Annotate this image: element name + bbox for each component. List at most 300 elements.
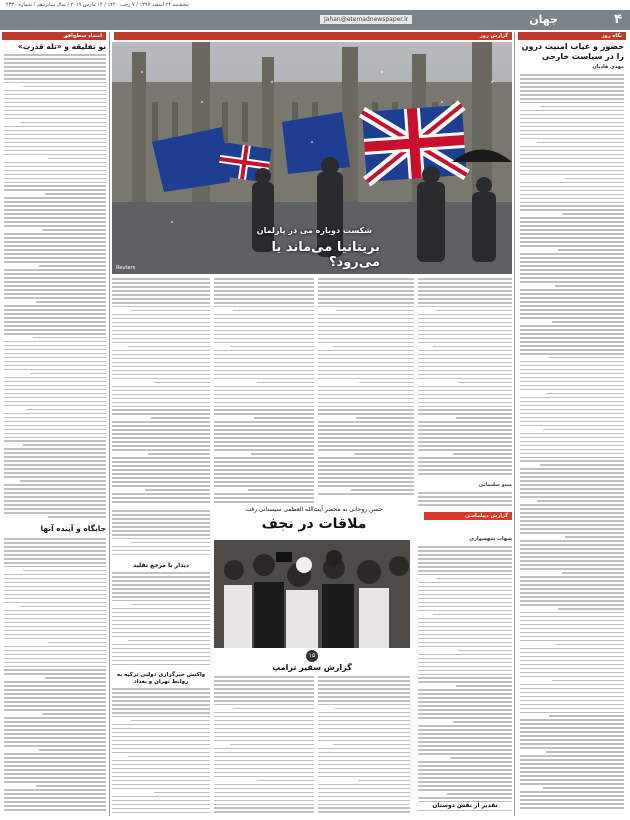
text-line — [520, 719, 624, 721]
text-line — [23, 86, 106, 88]
text-line — [318, 402, 414, 404]
text-line — [318, 294, 414, 296]
text-line — [418, 394, 512, 396]
text-line — [418, 658, 512, 660]
text-line — [214, 370, 314, 372]
text-line — [4, 365, 106, 367]
text-line — [112, 628, 210, 630]
text-line — [4, 594, 106, 596]
text-line — [214, 796, 314, 798]
text-line — [520, 78, 624, 80]
text-line — [112, 441, 210, 443]
text-line — [418, 318, 512, 320]
text-line — [36, 785, 106, 787]
text-line — [520, 704, 624, 706]
text-line — [112, 318, 210, 320]
text-line — [214, 457, 314, 459]
text-line — [318, 807, 410, 809]
text-line — [318, 684, 410, 686]
text-line — [4, 598, 106, 600]
text-line — [4, 460, 106, 462]
text-line — [520, 317, 624, 319]
text-line — [318, 394, 414, 396]
text-line — [112, 330, 210, 332]
text-line — [4, 325, 106, 327]
text-line — [520, 600, 624, 602]
text-line — [318, 485, 414, 487]
text-line — [318, 756, 410, 758]
text-line — [418, 781, 512, 783]
text-line — [4, 681, 106, 683]
text-line — [214, 712, 314, 714]
text-line — [418, 350, 512, 352]
text-line — [48, 642, 106, 644]
text-line — [214, 473, 314, 475]
text-line — [214, 290, 314, 292]
text-line — [418, 558, 512, 560]
text-line — [214, 298, 314, 300]
top-story-label: گزارش روز — [114, 32, 512, 40]
text-line — [151, 417, 210, 419]
text-line — [4, 417, 106, 419]
text-line — [562, 572, 624, 574]
text-line — [112, 546, 210, 548]
text-line — [4, 185, 106, 187]
text-line — [4, 102, 106, 104]
text-line — [418, 334, 512, 336]
text-line — [214, 680, 314, 682]
text-line — [418, 409, 512, 411]
text-line — [549, 357, 624, 359]
text-line — [520, 122, 624, 124]
text-line — [131, 310, 210, 312]
text-line — [418, 378, 512, 380]
text-line — [128, 640, 210, 642]
text-line — [214, 728, 314, 730]
text-line — [520, 552, 624, 554]
text-line — [318, 680, 410, 682]
right-column-label: نگاه روز — [518, 32, 626, 40]
text-line — [4, 305, 106, 307]
left-column-body1 — [4, 54, 106, 522]
text-line — [214, 334, 314, 336]
bottom-center-col1 — [318, 676, 410, 816]
text-line — [230, 346, 314, 348]
text-line — [520, 664, 624, 666]
text-line — [4, 273, 106, 275]
text-line — [42, 713, 106, 715]
page-number: ۴ — [614, 12, 622, 27]
text-line — [318, 390, 414, 392]
text-line — [520, 588, 624, 590]
text-line — [520, 731, 624, 733]
text-line — [546, 751, 624, 753]
text-line — [540, 106, 624, 108]
text-line — [214, 354, 314, 356]
text-line — [131, 720, 210, 722]
text-line — [4, 297, 106, 299]
mid-left-head2: واکنش خبرگزاری دولتی ترکیه به روابط تهران و بغداد — [116, 672, 206, 685]
text-line — [418, 370, 512, 372]
text-line — [4, 333, 106, 335]
text-line — [112, 530, 210, 532]
text-line — [4, 213, 106, 215]
text-line — [418, 282, 512, 284]
text-line — [418, 550, 512, 552]
text-line — [418, 797, 512, 799]
text-line — [318, 692, 410, 694]
text-line — [23, 444, 106, 446]
text-line — [112, 660, 210, 662]
text-line — [520, 110, 624, 112]
text-line — [520, 620, 624, 622]
text-line — [112, 514, 210, 516]
text-line — [4, 106, 106, 108]
text-line — [418, 709, 512, 711]
text-line — [4, 126, 106, 128]
text-line — [4, 118, 106, 120]
text-line — [351, 489, 414, 491]
text-line — [4, 437, 106, 439]
text-line — [520, 480, 624, 482]
middle-byline: مینو سلیمانی — [478, 482, 512, 488]
text-line — [318, 712, 410, 714]
text-line — [318, 278, 414, 280]
text-line — [4, 582, 106, 584]
text-line — [4, 289, 106, 291]
text-line — [418, 330, 512, 332]
text-line — [418, 413, 512, 415]
text-line — [318, 720, 410, 722]
text-line — [520, 273, 624, 275]
text-line — [520, 166, 624, 168]
text-line — [4, 209, 106, 211]
text-line — [520, 688, 624, 690]
text-line — [33, 337, 106, 339]
text-line — [214, 421, 314, 423]
text-line — [318, 413, 414, 415]
text-line — [112, 290, 210, 292]
text-line — [214, 394, 314, 396]
text-line — [4, 673, 106, 675]
text-line — [520, 365, 624, 367]
text-line — [318, 441, 414, 443]
text-line — [214, 398, 314, 400]
text-line — [4, 793, 106, 795]
text-line — [520, 377, 624, 379]
text-line — [4, 440, 106, 442]
text-line — [418, 765, 512, 767]
text-line — [112, 584, 210, 586]
text-line — [214, 406, 314, 408]
text-line — [520, 86, 624, 88]
text-line — [154, 792, 210, 794]
text-line — [4, 634, 106, 636]
text-line — [549, 715, 624, 717]
text-line — [4, 626, 106, 628]
text-line — [214, 465, 314, 467]
text-line — [520, 209, 624, 211]
text-line — [4, 721, 106, 723]
text-line — [318, 792, 410, 794]
text-line — [520, 775, 624, 777]
text-line — [318, 700, 410, 702]
text-line — [520, 405, 624, 407]
text-line — [4, 413, 106, 415]
text-line — [520, 205, 624, 207]
text-line — [4, 134, 106, 136]
text-line — [4, 602, 106, 604]
text-line — [520, 544, 624, 546]
text-line — [358, 780, 410, 782]
text-line — [112, 425, 210, 427]
text-line — [257, 780, 314, 782]
text-line — [4, 357, 106, 359]
text-line — [4, 472, 106, 474]
text-line — [418, 441, 512, 443]
text-line — [520, 401, 624, 403]
text-line — [520, 759, 624, 761]
text-line — [112, 402, 210, 404]
text-line — [520, 564, 624, 566]
text-line — [112, 386, 210, 388]
text-line — [4, 610, 106, 612]
text-line — [4, 725, 106, 727]
text-line — [4, 317, 106, 319]
text-line — [520, 488, 624, 490]
text-line — [520, 747, 624, 749]
text-line — [318, 493, 414, 495]
diplomacy-label: گزارش دیپلماسی — [424, 512, 512, 520]
text-line — [112, 724, 210, 726]
text-line — [112, 800, 210, 802]
text-line — [520, 134, 624, 136]
text-line — [112, 652, 210, 654]
text-line — [4, 217, 106, 219]
text-line — [318, 409, 414, 411]
text-line — [418, 638, 512, 640]
text-line — [520, 261, 624, 263]
text-line — [4, 114, 106, 116]
text-line — [112, 394, 210, 396]
text-line — [318, 461, 414, 463]
text-line — [112, 406, 210, 408]
text-line — [418, 354, 512, 356]
text-line — [214, 378, 314, 380]
text-line — [214, 477, 314, 479]
text-line — [4, 162, 106, 164]
text-line — [418, 586, 512, 588]
text-line — [4, 717, 106, 719]
right-column-byline: مهدی هادیان — [592, 64, 624, 70]
section-email[interactable]: Jahan@etemadnewspaper.ir — [320, 15, 412, 24]
text-line — [418, 386, 512, 388]
text-line — [4, 277, 106, 279]
text-line — [4, 285, 106, 287]
text-line — [112, 334, 210, 336]
text-line — [4, 349, 106, 351]
text-line — [4, 574, 106, 576]
text-line — [214, 760, 314, 762]
text-line — [418, 449, 512, 451]
text-line — [520, 381, 624, 383]
text-line — [112, 804, 210, 806]
text-line — [418, 294, 512, 296]
text-line — [552, 680, 624, 682]
text-line — [112, 696, 210, 698]
text-line — [520, 584, 624, 586]
text-line — [20, 606, 106, 608]
text-line — [520, 755, 624, 757]
text-line — [520, 198, 624, 200]
text-line — [230, 744, 314, 746]
text-line — [112, 796, 210, 798]
text-line — [520, 325, 624, 327]
text-line — [112, 510, 210, 512]
text-line — [520, 779, 624, 781]
text-line — [418, 582, 512, 584]
text-line — [520, 771, 624, 773]
text-line — [520, 739, 624, 741]
text-line — [520, 692, 624, 694]
text-line — [214, 409, 314, 411]
right-column-body — [520, 74, 624, 814]
text-line — [418, 713, 512, 715]
text-line — [520, 453, 624, 455]
text-line — [112, 728, 210, 730]
text-line — [39, 265, 106, 267]
text-line — [520, 297, 624, 299]
text-line — [520, 628, 624, 630]
top-story-headline: بریتانیا می‌ماند یا می‌رود؟ — [271, 240, 380, 270]
text-line — [214, 501, 314, 503]
text-line — [112, 612, 210, 614]
text-line — [318, 350, 414, 352]
diplomacy-kicker: حسن روحانی به محضر آیت‌الله العظمی سیستانی رفت — [245, 506, 383, 513]
text-line — [214, 390, 314, 392]
text-line — [214, 366, 314, 368]
text-line — [520, 182, 624, 184]
text-line — [318, 366, 414, 368]
text-line — [4, 488, 106, 490]
text-line — [4, 241, 106, 243]
text-line — [4, 261, 106, 263]
text-line — [520, 445, 624, 447]
text-line — [112, 413, 210, 415]
text-line — [4, 685, 106, 687]
photo-number-badge: ۱۵ — [306, 650, 318, 662]
text-line — [318, 469, 414, 471]
text-line — [418, 677, 512, 679]
text-line — [318, 386, 414, 388]
text-line — [520, 468, 624, 470]
text-line — [112, 580, 210, 582]
text-line — [558, 608, 624, 610]
text-line — [520, 345, 624, 347]
text-line — [4, 693, 106, 695]
text-line — [520, 154, 624, 156]
text-line — [520, 385, 624, 387]
text-line — [318, 286, 414, 288]
text-line — [4, 737, 106, 739]
text-line — [112, 294, 210, 296]
text-line — [520, 349, 624, 351]
text-line — [214, 772, 314, 774]
text-line — [520, 592, 624, 594]
text-line — [214, 326, 314, 328]
text-line — [214, 752, 314, 754]
text-line — [318, 457, 414, 459]
text-line — [214, 386, 314, 388]
text-line — [520, 708, 624, 710]
section-banner — [0, 10, 630, 30]
text-line — [112, 616, 210, 618]
text-line — [520, 138, 624, 140]
text-line — [418, 697, 512, 699]
text-line — [214, 294, 314, 296]
text-line — [418, 429, 512, 431]
text-line — [214, 768, 314, 770]
text-line — [4, 166, 106, 168]
text-line — [112, 656, 210, 658]
text-line — [450, 757, 512, 759]
text-line — [4, 377, 106, 379]
text-line — [112, 764, 210, 766]
text-line — [359, 382, 414, 384]
text-line — [318, 378, 414, 380]
text-line — [318, 704, 410, 706]
text-line — [112, 554, 210, 556]
text-line — [4, 269, 106, 271]
text-line — [112, 740, 210, 742]
text-line — [318, 282, 414, 284]
text-line — [418, 286, 512, 288]
middle-body-col1 — [418, 492, 512, 510]
text-line — [233, 708, 314, 710]
text-line — [4, 174, 106, 176]
text-line — [520, 417, 624, 419]
column-divider — [514, 32, 515, 816]
text-line — [112, 518, 210, 520]
text-line — [4, 74, 106, 76]
text-line — [23, 570, 106, 572]
text-line — [112, 374, 210, 376]
text-line — [520, 329, 624, 331]
text-line — [418, 445, 512, 447]
text-line — [214, 433, 314, 435]
text-line — [418, 785, 512, 787]
text-line — [4, 476, 106, 478]
text-line — [4, 550, 106, 552]
text-line — [4, 809, 106, 811]
text-line — [418, 566, 512, 568]
text-line — [214, 282, 314, 284]
text-line — [318, 724, 410, 726]
text-line — [418, 590, 512, 592]
text-line — [520, 672, 624, 674]
text-line — [520, 305, 624, 307]
text-line — [520, 743, 624, 745]
text-line — [4, 622, 106, 624]
text-line — [112, 342, 210, 344]
text-line — [555, 644, 624, 646]
text-line — [4, 654, 106, 656]
text-line — [318, 354, 414, 356]
text-line — [520, 508, 624, 510]
text-line — [112, 768, 210, 770]
text-line — [520, 795, 624, 797]
text-line — [520, 528, 624, 530]
